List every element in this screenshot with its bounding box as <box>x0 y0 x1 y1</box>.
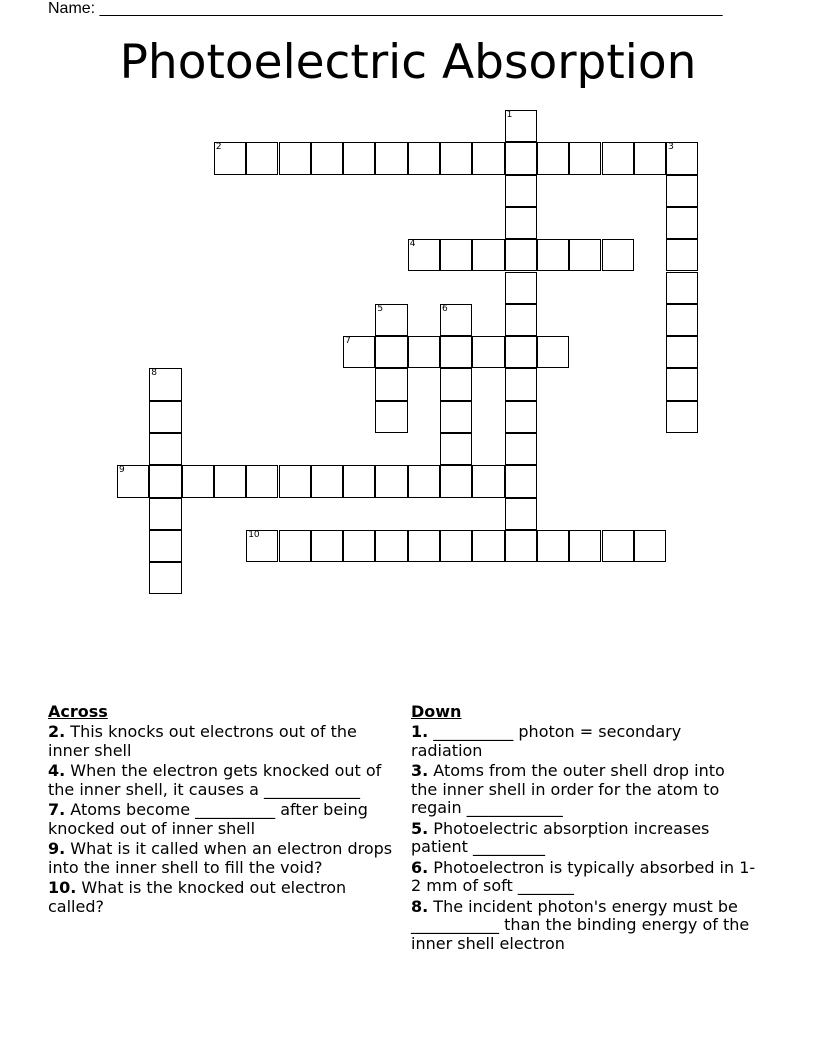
grid-cell[interactable] <box>214 465 246 497</box>
clue-label: 2. <box>48 722 66 741</box>
grid-cell[interactable] <box>279 465 311 497</box>
clue-label: 8. <box>411 896 429 916</box>
grid-cell[interactable] <box>214 142 246 174</box>
grid-cell[interactable] <box>343 465 375 497</box>
grid-cell[interactable] <box>505 336 537 368</box>
grid-cell[interactable] <box>505 207 537 239</box>
grid-cell[interactable] <box>569 142 601 174</box>
clue-number: 9 <box>119 465 125 476</box>
grid-cell[interactable] <box>472 239 504 271</box>
clue-number: 8 <box>151 368 158 379</box>
grid-cell[interactable] <box>149 401 181 433</box>
clue-text: Atoms from the outer shell drop into the inner shell in order for the atom to regain ____________ <box>411 761 725 817</box>
grid-cell[interactable] <box>375 142 407 174</box>
clue-label: 10. <box>48 878 77 897</box>
across-clue <box>48 801 393 838</box>
grid-cell[interactable] <box>440 465 472 497</box>
grid-cell[interactable] <box>537 239 569 271</box>
grid-cell[interactable] <box>569 530 601 562</box>
grid-cell[interactable] <box>505 239 537 271</box>
grid-cell[interactable] <box>440 336 472 368</box>
across-clue <box>48 879 393 916</box>
grid-cell[interactable] <box>602 142 634 174</box>
grid-cell[interactable] <box>408 239 440 271</box>
grid-cell[interactable] <box>537 142 569 174</box>
grid-cell[interactable] <box>311 530 343 562</box>
down-heading: Down <box>411 702 462 721</box>
grid-cell[interactable] <box>440 368 472 400</box>
across-clue <box>48 840 393 877</box>
grid-cell[interactable] <box>634 142 666 174</box>
clue-number: 7 <box>345 336 351 347</box>
grid-cell[interactable] <box>505 368 537 400</box>
name-field[interactable]: Name: ______________________________________________________________________ <box>48 0 723 17</box>
grid-cell[interactable] <box>246 530 278 562</box>
down-clue <box>411 723 756 760</box>
clue-label: 3. <box>411 761 429 780</box>
clue-label: 7. <box>48 800 66 819</box>
grid-cell[interactable] <box>149 530 181 562</box>
clue-text: Atoms become __________ after being knocked out of inner shell <box>48 800 368 838</box>
clue-label: 9. <box>48 839 66 858</box>
across-clue <box>48 762 393 799</box>
grid-cell[interactable] <box>505 498 537 530</box>
down-clue <box>411 859 756 896</box>
clue-label: 5. <box>411 818 429 838</box>
grid-cell[interactable] <box>602 239 634 271</box>
grid-cell[interactable] <box>569 239 601 271</box>
grid-cell[interactable] <box>666 272 698 304</box>
grid-cell[interactable] <box>149 498 181 530</box>
clue-label: 4. <box>48 761 66 780</box>
grid-cell[interactable] <box>343 142 375 174</box>
clue-text: The incident photon's energy must be ___________ than the binding energy of the inner shell electron <box>411 896 750 953</box>
grid-cell[interactable] <box>343 530 375 562</box>
grid-cell[interactable] <box>472 142 504 174</box>
grid-cell[interactable] <box>666 304 698 336</box>
grid-cell[interactable] <box>279 530 311 562</box>
grid-cell[interactable] <box>149 465 181 497</box>
grid-cell[interactable] <box>440 239 472 271</box>
grid-cell[interactable] <box>505 401 537 433</box>
clue-text: What is it called when an electron drops into the inner shell to fill the void? <box>48 839 393 877</box>
grid-cell[interactable] <box>408 465 440 497</box>
grid-cell[interactable] <box>408 336 440 368</box>
clue-number: 1 <box>506 110 513 120</box>
grid-cell[interactable] <box>408 530 440 562</box>
clue-number: 2 <box>215 142 222 153</box>
down-clue <box>411 762 756 818</box>
grid-cell[interactable] <box>537 336 569 368</box>
clue-number: 4 <box>409 239 416 250</box>
grid-cell[interactable] <box>149 562 181 594</box>
down-clue <box>411 898 756 954</box>
grid-cell[interactable] <box>666 207 698 239</box>
clue-number: 6 <box>442 303 448 314</box>
grid-cell[interactable] <box>182 465 214 497</box>
grid-cell[interactable] <box>666 368 698 400</box>
down-clue <box>411 820 756 857</box>
grid-cell[interactable] <box>666 142 698 174</box>
grid-cell[interactable] <box>375 368 407 400</box>
grid-cell[interactable] <box>117 465 149 497</box>
grid-cell[interactable] <box>505 304 537 336</box>
grid-cell[interactable] <box>505 272 537 304</box>
clue-label: 6. <box>411 857 429 877</box>
clue-number: 5 <box>377 303 384 314</box>
clue-text: __________ photon = secondary radiation <box>411 722 682 760</box>
grid-cell[interactable] <box>666 401 698 433</box>
grid-cell[interactable] <box>440 530 472 562</box>
down-clues <box>411 702 756 953</box>
grid-cell[interactable] <box>246 142 278 174</box>
grid-cell[interactable] <box>246 465 278 497</box>
grid-cell[interactable] <box>375 336 407 368</box>
grid-cell[interactable] <box>505 465 537 497</box>
clue-text: Photoelectron is typically absorbed in 1-2 mm of soft _______ <box>411 857 756 895</box>
page-title: Photoelectric Absorption <box>119 35 697 90</box>
grid-cell[interactable] <box>149 368 181 400</box>
grid-cell[interactable] <box>375 465 407 497</box>
clue-text: Photoelectric absorption increases patient _________ <box>411 818 710 856</box>
grid-cell[interactable] <box>505 110 537 142</box>
across-heading: Across <box>48 702 108 721</box>
grid-cell[interactable] <box>666 336 698 368</box>
grid-cell[interactable] <box>440 304 472 336</box>
grid-cell[interactable] <box>440 433 472 465</box>
grid-cell[interactable] <box>375 530 407 562</box>
grid-cell[interactable] <box>472 465 504 497</box>
grid-cell[interactable] <box>408 142 440 174</box>
grid-cell[interactable] <box>149 433 181 465</box>
grid-cell[interactable] <box>505 433 537 465</box>
clue-number: 10 <box>248 529 260 540</box>
grid-cell[interactable] <box>505 142 537 174</box>
clue-label: 1. <box>411 722 429 741</box>
grid-cell[interactable] <box>634 530 666 562</box>
grid-cell[interactable] <box>505 175 537 207</box>
clue-text: What is the knocked out electron called? <box>48 878 347 916</box>
grid-cell[interactable] <box>505 530 537 562</box>
grid-cell[interactable] <box>343 336 375 368</box>
grid-cell[interactable] <box>375 401 407 433</box>
grid-cell[interactable] <box>537 530 569 562</box>
clue-number: 3 <box>668 142 674 153</box>
grid-cell[interactable] <box>602 530 634 562</box>
grid-cell[interactable] <box>375 304 407 336</box>
grid-cell[interactable] <box>472 336 504 368</box>
grid-cell[interactable] <box>440 142 472 174</box>
grid-cell[interactable] <box>279 142 311 174</box>
grid-cell[interactable] <box>440 401 472 433</box>
grid-cell[interactable] <box>666 239 698 271</box>
grid-cell[interactable] <box>666 175 698 207</box>
grid-cell[interactable] <box>311 142 343 174</box>
clue-text: This knocks out electrons out of the inner shell <box>48 722 357 760</box>
grid-cell[interactable] <box>311 465 343 497</box>
across-clues <box>48 702 393 916</box>
clue-text: When the electron gets knocked out of the inner shell, it causes a ____________ <box>48 761 382 799</box>
grid-cell[interactable] <box>472 530 504 562</box>
across-clue <box>48 723 393 760</box>
